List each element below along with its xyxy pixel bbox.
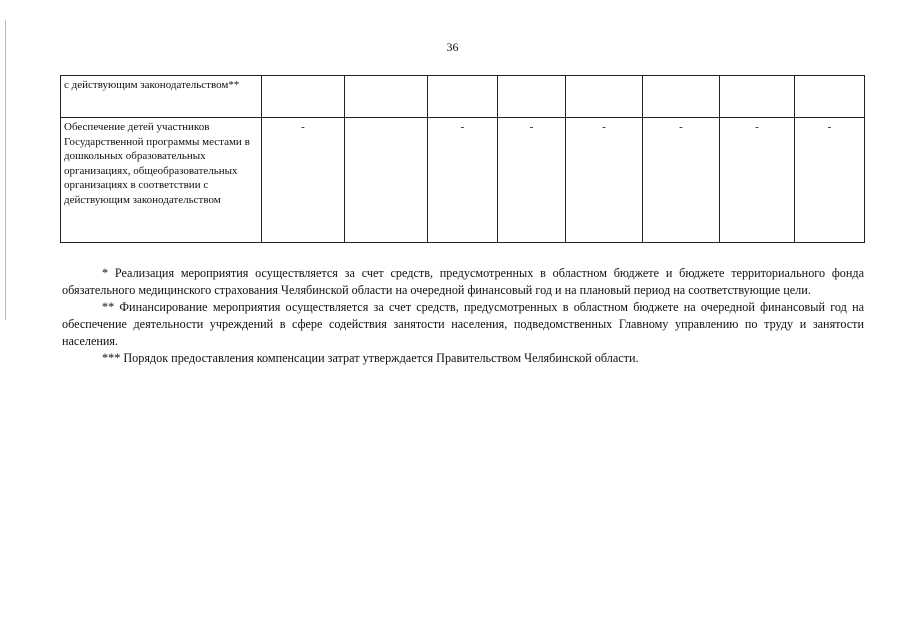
footnote-3: *** Порядок предоставления компенсации затрат утверждается Правительством Челябинской области.	[102, 351, 639, 365]
table-row	[61, 118, 865, 243]
table-cell	[428, 76, 498, 118]
page-edge-line	[5, 20, 6, 320]
table-cell	[262, 76, 345, 118]
table-cell: -	[566, 118, 643, 243]
page-number: 36	[446, 40, 459, 54]
table-cell	[720, 76, 795, 118]
table-row	[61, 76, 865, 118]
table-cell	[566, 76, 643, 118]
table-cell	[643, 76, 720, 118]
table-cell: -	[262, 118, 345, 243]
table-cell: -	[720, 118, 795, 243]
table-cell	[498, 76, 566, 118]
row-label: Обеспечение детей участников Государственной программы местами в дошкольных образовательных организациях, общеобразовательных организациях в соответствии с действующим законодательством	[61, 118, 262, 243]
table-cell	[345, 76, 428, 118]
program-table	[60, 75, 865, 243]
table-cell: -	[795, 118, 865, 243]
table-cell	[795, 76, 865, 118]
table-cell: -	[643, 118, 720, 243]
footnote-1: * Реализация мероприятия осуществляется за счет средств, предусмотренных в областном бюджете и бюджете территориального фонда обязательного медицинского страхования Челябинской области на очередной финансовый год и на плановый период на соответствующие цели.	[62, 266, 864, 297]
row-label: с действующим законодательством**	[61, 76, 262, 118]
footnotes	[62, 265, 864, 367]
table-cell: -	[498, 118, 566, 243]
table-cell: -	[428, 118, 498, 243]
table-cell	[345, 118, 428, 243]
footnote-2: ** Финансирование мероприятия осуществляется за счет средств, предусмотренных в областном бюджете на очередной финансовый год на обеспечение деятельности учреждений в сфере содействия занятости населения, подведомственных Главному управлению по труду и занятости населения.	[62, 300, 864, 348]
